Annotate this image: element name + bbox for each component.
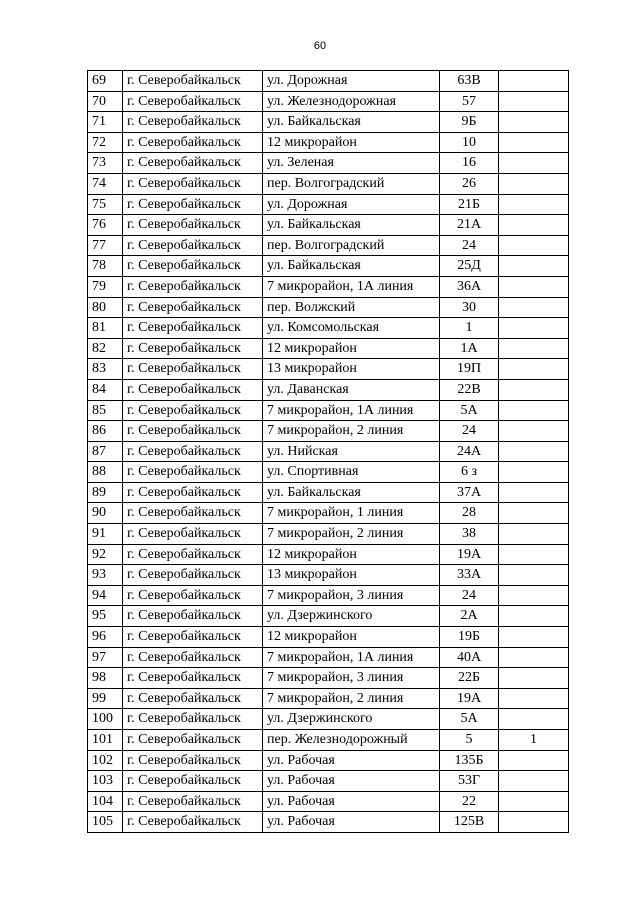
street-cell: ул. Рабочая [263,812,440,833]
house-number-cell: 21Б [440,194,499,215]
city-cell: г. Северобайкальск [123,276,263,297]
table-row [88,462,569,483]
street-cell: ул. Зеленая [263,153,440,174]
row-number-cell: 87 [88,441,123,462]
city-cell: г. Северобайкальск [123,709,263,730]
address-table [87,70,569,833]
city-cell: г. Северобайкальск [123,771,263,792]
street-cell: ул. Дзержинского [263,709,440,730]
street-cell: ул. Дзержинского [263,606,440,627]
house-number-cell: 25Д [440,256,499,277]
table-row [88,318,569,339]
row-number-cell: 105 [88,812,123,833]
house-number-cell: 6 з [440,462,499,483]
table-row [88,709,569,730]
count-cell: 1 [499,730,569,751]
house-number-cell: 63В [440,71,499,92]
count-cell [499,688,569,709]
row-number-cell: 102 [88,750,123,771]
street-cell: ул. Даванская [263,379,440,400]
house-number-cell: 38 [440,524,499,545]
count-cell [499,627,569,648]
city-cell: г. Северобайкальск [123,297,263,318]
street-cell: пер. Волжский [263,297,440,318]
street-cell: ул. Комсомольская [263,318,440,339]
table-row [88,400,569,421]
street-cell: ул. Байкальская [263,482,440,503]
city-cell: г. Северобайкальск [123,359,263,380]
street-cell: ул. Дорожная [263,194,440,215]
row-number-cell: 71 [88,112,123,133]
city-cell: г. Северобайкальск [123,544,263,565]
city-cell: г. Северобайкальск [123,627,263,648]
row-number-cell: 81 [88,318,123,339]
street-cell: 7 микрорайон, 1А линия [263,400,440,421]
house-number-cell: 10 [440,132,499,153]
house-number-cell: 53Г [440,771,499,792]
row-number-cell: 76 [88,215,123,236]
row-number-cell: 83 [88,359,123,380]
house-number-cell: 19П [440,359,499,380]
row-number-cell: 82 [88,338,123,359]
city-cell: г. Северобайкальск [123,585,263,606]
city-cell: г. Северобайкальск [123,71,263,92]
count-cell [499,132,569,153]
row-number-cell: 73 [88,153,123,174]
table-row [88,544,569,565]
table-row [88,256,569,277]
row-number-cell: 85 [88,400,123,421]
count-cell [499,379,569,400]
row-number-cell: 95 [88,606,123,627]
table-row [88,173,569,194]
city-cell: г. Северобайкальск [123,400,263,421]
house-number-cell: 30 [440,297,499,318]
city-cell: г. Северобайкальск [123,730,263,751]
house-number-cell: 19А [440,544,499,565]
city-cell: г. Северобайкальск [123,153,263,174]
street-cell: 12 микрорайон [263,132,440,153]
table-row [88,791,569,812]
count-cell [499,297,569,318]
count-cell [499,585,569,606]
city-cell: г. Северобайкальск [123,750,263,771]
city-cell: г. Северобайкальск [123,112,263,133]
house-number-cell: 1А [440,338,499,359]
row-number-cell: 100 [88,709,123,730]
count-cell [499,647,569,668]
count-cell [499,256,569,277]
count-cell [499,565,569,586]
row-number-cell: 90 [88,503,123,524]
house-number-cell: 19Б [440,627,499,648]
city-cell: г. Северобайкальск [123,647,263,668]
house-number-cell: 135Б [440,750,499,771]
street-cell: пер. Железнодорожный [263,730,440,751]
row-number-cell: 70 [88,91,123,112]
count-cell [499,318,569,339]
count-cell [499,791,569,812]
table-row [88,297,569,318]
count-cell [499,400,569,421]
house-number-cell: 9Б [440,112,499,133]
count-cell [499,91,569,112]
row-number-cell: 99 [88,688,123,709]
row-number-cell: 69 [88,71,123,92]
row-number-cell: 84 [88,379,123,400]
count-cell [499,338,569,359]
row-number-cell: 93 [88,565,123,586]
city-cell: г. Северобайкальск [123,441,263,462]
table-row [88,132,569,153]
table-row [88,338,569,359]
city-cell: г. Северобайкальск [123,606,263,627]
row-number-cell: 104 [88,791,123,812]
city-cell: г. Северобайкальск [123,91,263,112]
house-number-cell: 125В [440,812,499,833]
table-row [88,194,569,215]
count-cell [499,750,569,771]
house-number-cell: 16 [440,153,499,174]
count-cell [499,668,569,689]
row-number-cell: 89 [88,482,123,503]
street-cell: пер. Волгоградский [263,235,440,256]
city-cell: г. Северобайкальск [123,421,263,442]
table-row [88,276,569,297]
row-number-cell: 92 [88,544,123,565]
row-number-cell: 97 [88,647,123,668]
house-number-cell: 26 [440,173,499,194]
city-cell: г. Северобайкальск [123,688,263,709]
count-cell [499,544,569,565]
city-cell: г. Северобайкальск [123,482,263,503]
table-row [88,112,569,133]
table-row [88,585,569,606]
house-number-cell: 36А [440,276,499,297]
city-cell: г. Северобайкальск [123,194,263,215]
street-cell: 7 микрорайон, 2 линия [263,524,440,545]
count-cell [499,359,569,380]
table-row [88,359,569,380]
street-cell: 7 микрорайон, 3 линия [263,668,440,689]
row-number-cell: 94 [88,585,123,606]
house-number-cell: 21А [440,215,499,236]
count-cell [499,771,569,792]
table-row [88,235,569,256]
house-number-cell: 2А [440,606,499,627]
city-cell: г. Северобайкальск [123,462,263,483]
count-cell [499,112,569,133]
row-number-cell: 101 [88,730,123,751]
house-number-cell: 24 [440,585,499,606]
street-cell: 12 микрорайон [263,627,440,648]
street-cell: 7 микрорайон, 1А линия [263,276,440,297]
city-cell: г. Северобайкальск [123,791,263,812]
house-number-cell: 22Б [440,668,499,689]
table-row [88,565,569,586]
street-cell: 7 микрорайон, 2 линия [263,421,440,442]
house-number-cell: 28 [440,503,499,524]
street-cell: 12 микрорайон [263,544,440,565]
house-number-cell: 22В [440,379,499,400]
street-cell: 7 микрорайон, 3 линия [263,585,440,606]
table-row [88,647,569,668]
row-number-cell: 88 [88,462,123,483]
table-row [88,688,569,709]
row-number-cell: 75 [88,194,123,215]
count-cell [499,235,569,256]
count-cell [499,482,569,503]
row-number-cell: 79 [88,276,123,297]
table-row [88,379,569,400]
city-cell: г. Северобайкальск [123,812,263,833]
house-number-cell: 57 [440,91,499,112]
house-number-cell: 22 [440,791,499,812]
table-row [88,812,569,833]
city-cell: г. Северобайкальск [123,524,263,545]
address-table-body [88,71,569,833]
table-row [88,606,569,627]
house-number-cell: 37А [440,482,499,503]
row-number-cell: 72 [88,132,123,153]
table-row [88,668,569,689]
street-cell: ул. Байкальская [263,256,440,277]
street-cell: 13 микрорайон [263,359,440,380]
table-row [88,503,569,524]
row-number-cell: 91 [88,524,123,545]
row-number-cell: 96 [88,627,123,648]
city-cell: г. Северобайкальск [123,668,263,689]
city-cell: г. Северобайкальск [123,215,263,236]
house-number-cell: 33А [440,565,499,586]
house-number-cell: 5А [440,400,499,421]
table-row [88,91,569,112]
house-number-cell: 24 [440,421,499,442]
city-cell: г. Северобайкальск [123,503,263,524]
row-number-cell: 98 [88,668,123,689]
count-cell [499,812,569,833]
street-cell: ул. Рабочая [263,771,440,792]
count-cell [499,462,569,483]
row-number-cell: 103 [88,771,123,792]
table-row [88,524,569,545]
city-cell: г. Северобайкальск [123,318,263,339]
street-cell: ул. Спортивная [263,462,440,483]
street-cell: 12 микрорайон [263,338,440,359]
count-cell [499,421,569,442]
count-cell [499,709,569,730]
table-row [88,627,569,648]
count-cell [499,441,569,462]
city-cell: г. Северобайкальск [123,338,263,359]
street-cell: 7 микрорайон, 1 линия [263,503,440,524]
city-cell: г. Северобайкальск [123,256,263,277]
row-number-cell: 78 [88,256,123,277]
count-cell [499,276,569,297]
table-row [88,771,569,792]
house-number-cell: 5А [440,709,499,730]
house-number-cell: 19А [440,688,499,709]
table-row [88,441,569,462]
table-row [88,421,569,442]
street-cell: пер. Волгоградский [263,173,440,194]
street-cell: ул. Дорожная [263,71,440,92]
count-cell [499,503,569,524]
street-cell: ул. Байкальская [263,112,440,133]
street-cell: ул. Нийская [263,441,440,462]
city-cell: г. Северобайкальск [123,379,263,400]
table-row [88,482,569,503]
street-cell: ул. Рабочая [263,791,440,812]
house-number-cell: 40А [440,647,499,668]
house-number-cell: 1 [440,318,499,339]
table-row [88,215,569,236]
table-row [88,153,569,174]
house-number-cell: 24 [440,235,499,256]
count-cell [499,524,569,545]
count-cell [499,173,569,194]
street-cell: ул. Байкальская [263,215,440,236]
row-number-cell: 86 [88,421,123,442]
city-cell: г. Северобайкальск [123,173,263,194]
table-row [88,750,569,771]
city-cell: г. Северобайкальск [123,565,263,586]
street-cell: 13 микрорайон [263,565,440,586]
count-cell [499,215,569,236]
table-row [88,71,569,92]
city-cell: г. Северобайкальск [123,235,263,256]
street-cell: ул. Железнодорожная [263,91,440,112]
row-number-cell: 74 [88,173,123,194]
table-row [88,730,569,751]
row-number-cell: 77 [88,235,123,256]
row-number-cell: 80 [88,297,123,318]
street-cell: ул. Рабочая [263,750,440,771]
street-cell: 7 микрорайон, 2 линия [263,688,440,709]
city-cell: г. Северобайкальск [123,132,263,153]
count-cell [499,194,569,215]
house-number-cell: 5 [440,730,499,751]
street-cell: 7 микрорайон, 1А линия [263,647,440,668]
count-cell [499,606,569,627]
house-number-cell: 24А [440,441,499,462]
count-cell [499,71,569,92]
page-number: 60 [313,40,327,52]
count-cell [499,153,569,174]
